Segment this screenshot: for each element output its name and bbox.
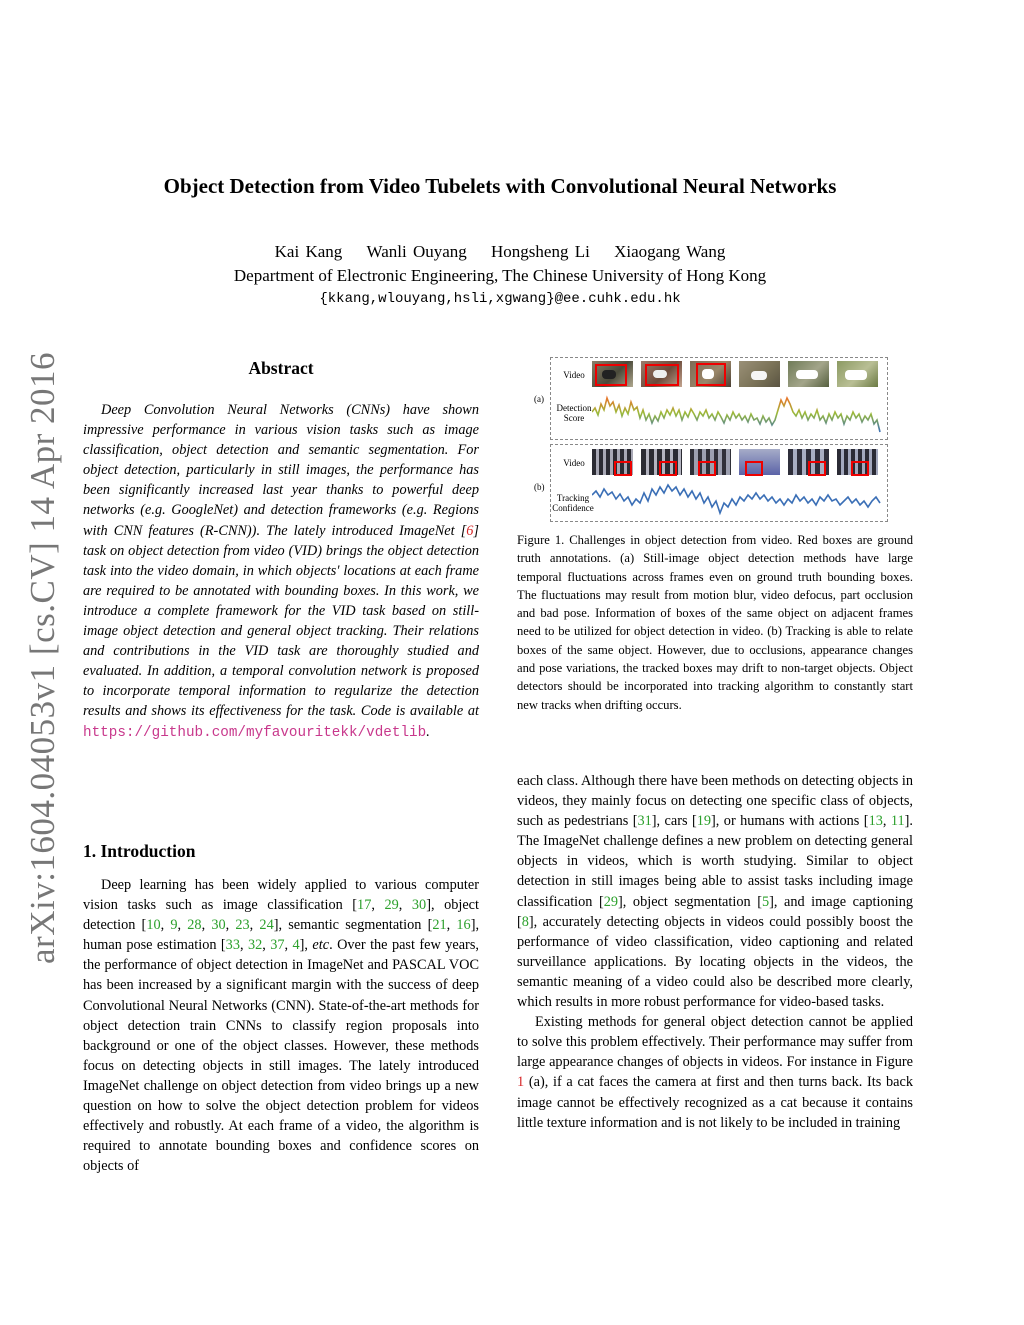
intro-heading: 1. Introduction <box>83 841 196 861</box>
citation-link[interactable]: 8 <box>521 913 529 930</box>
video-frame <box>739 361 780 387</box>
citation-link[interactable]: 31 <box>637 813 652 830</box>
video-frame <box>690 449 731 475</box>
citation-link[interactable]: 29 <box>603 893 619 910</box>
video-frame <box>641 449 682 475</box>
citation-link[interactable]: 17 <box>357 897 372 914</box>
video-frame <box>788 449 829 475</box>
citation-link[interactable]: 30 <box>211 917 226 934</box>
detection-score-label: Detection Score <box>556 403 592 423</box>
tracking-confidence-plot <box>592 477 882 517</box>
citation-link[interactable]: 37 <box>270 937 285 954</box>
video-frame <box>592 449 633 475</box>
video-frame <box>641 361 682 387</box>
citation-link[interactable]: 4 <box>292 937 300 954</box>
intro-right-column: each class. Although there have been methods on detecting objects in videos, they mainly focus on detecting one specific class of objects, such as pedestrians [31], cars [19], or humans with actions [13, 11]. The ImageNet challenge defines a new problem on detecting general objects in videos, which is worth studying. Similar to object detection in still images being able to assist tasks including image classification [29], object segmentation [5], and image captioning [8], accurately detecting objects in videos could possibly boost the performance of video classification, video captioning and related surveillance applications. By locating objects in the videos, the semantic meaning of a video could also be described more clearly, which results in more robust performance for video-based tasks. Existing methods for general object detection cannot be applied to solve this problem effectively. Their performance may suffer from large appearance changes of objects in videos. For instance in Figure 1 (a), if a cat faces the camera at first and then turns back. Its back image cannot be effectively recognized as a cat because it contains little texture information and is not likely to be included in training <box>517 773 914 1131</box>
citation-link[interactable]: 21 <box>432 917 447 934</box>
figure-ref-link[interactable]: 1 <box>517 1074 525 1091</box>
author-name: Wanli Ouyang <box>366 242 467 261</box>
video-frame <box>690 361 731 387</box>
citation-link[interactable]: 24 <box>259 917 274 934</box>
panel-label-b: (b) <box>534 482 545 492</box>
citation-link[interactable]: 19 <box>696 813 712 830</box>
video-frame <box>837 449 878 475</box>
citation-link[interactable]: 10 <box>146 917 161 934</box>
arxiv-stamp: arXiv:1604.04053v1 [cs.CV] 14 Apr 2016 <box>23 351 62 964</box>
detection-score-series <box>592 398 880 432</box>
citation-link[interactable]: 32 <box>247 937 263 954</box>
video-frame <box>739 449 780 475</box>
detection-score-plot <box>592 390 882 434</box>
tracking-confidence-label: Tracking Confidence <box>552 493 594 513</box>
citation-link[interactable]: 23 <box>235 917 250 934</box>
video-frame <box>788 361 829 387</box>
citation-link[interactable]: 11 <box>890 813 905 830</box>
affiliation: Department of Electronic Engineering, The Chinese University of Hong Kong <box>233 266 767 285</box>
figure-caption: Figure 1. Challenges in object detection from video. Red boxes are ground truth annotations. (a) Still-image object detection methods have large temporal fluctuations across frames even on ground truth bounding boxes. The fluctuations may result from motion blur, video defocus, part occlusion and bad pose. Information of boxes of the same object on adjacent frames need to be utilized for object detection in video. (b) Tracking is able to relate boxes of the same object. However, due to occlusions, appearance changes and pose variations, the tracked boxes may drift to non-target objects. Object detectors should be incorporated into tracking algorithm to constantly start new tracks when drifting occurs. <box>517 533 913 712</box>
video-frame <box>837 361 878 387</box>
intro-left-column: Deep learning has been widely applied to various computer vision tasks such as image classification [17, 29, 30], object detection [10, 9, 28, 30, 23, 24], semantic segmentation [21, 16], human pose estimation [33, 32, 37, 4], etc. Over the past few years, the performance of object detection in ImageNet and PASCAL VOC has been increased by a significant margin with the success of deep Convolutional Neural Networks (CNN). State-of-the-art methods for object detection train CNNs to classify region proposals into background or one of the object classes. However, these methods focus on detecting objects in still images. The lately introduced ImageNet challenge on object detection from video brings up a new question on how to solve the object detection problem for videos effectively and robustly. At each frame of a video, the algorithm is required to annotate bounding boxes and confidence scores on objects of <box>83 877 480 1175</box>
citation-link[interactable]: 30 <box>411 897 427 914</box>
author-name: Kai Kang <box>274 242 343 261</box>
citation-link[interactable]: 9 <box>170 917 178 934</box>
panel-label-a: (a) <box>534 394 544 404</box>
video-frame <box>592 361 633 387</box>
citation-link[interactable]: 6 <box>466 522 474 539</box>
author-list <box>0 242 1000 262</box>
paper-title: Object Detection from Video Tubelets with Convolutional Neural Networks <box>163 174 837 198</box>
tracking-confidence-series <box>592 485 880 513</box>
author-name: Hongsheng Li <box>491 242 590 261</box>
video-label: Video <box>563 458 585 468</box>
citation-link[interactable]: 29 <box>384 897 399 914</box>
author-emails: {kkang,wlouyang,hsli,xgwang}@ee.cuhk.edu.hk <box>319 291 681 307</box>
citation-link[interactable]: 5 <box>761 893 770 910</box>
citation-link[interactable]: 13 <box>868 813 883 830</box>
citation-link[interactable]: 16 <box>456 917 471 934</box>
author-name: Xiaogang Wang <box>614 242 726 261</box>
citation-link[interactable]: 33 <box>225 937 240 954</box>
code-url-link[interactable]: https://github.com/myfavouritekk/vdetlib <box>83 724 427 741</box>
abstract-body: Deep Convolution Neural Networks (CNNs) have shown impressive performance in various vision tasks such as image classification, object detection and semantic segmentation. For object detection, particularly in still images, the performance has been significantly increased last year thanks to powerful deep networks (e.g. GoogleNet) and detection frameworks (e.g. Regions with CNN features (R-CNN)). The lately introduced ImageNet [6] task on object detection from video (VID) brings the object detection task into the video domain, in which objects' locations at each frame are required to be annotated with bounding boxes. In this work, we introduce a complete framework for the VID task based on still-image object detection and general object tracking. Their relations and contributions in the VID task are thoroughly studied and evaluated. In addition, a temporal convolution network is proposed to incorporate temporal information to regularize the detection results and shows its effectiveness for the task. Code is available at https://github.com/myfavouritekk/vdetlib. <box>83 402 479 741</box>
citation-link[interactable]: 28 <box>187 917 202 934</box>
video-label: Video <box>563 370 585 380</box>
abstract-heading: Abstract <box>248 358 314 378</box>
